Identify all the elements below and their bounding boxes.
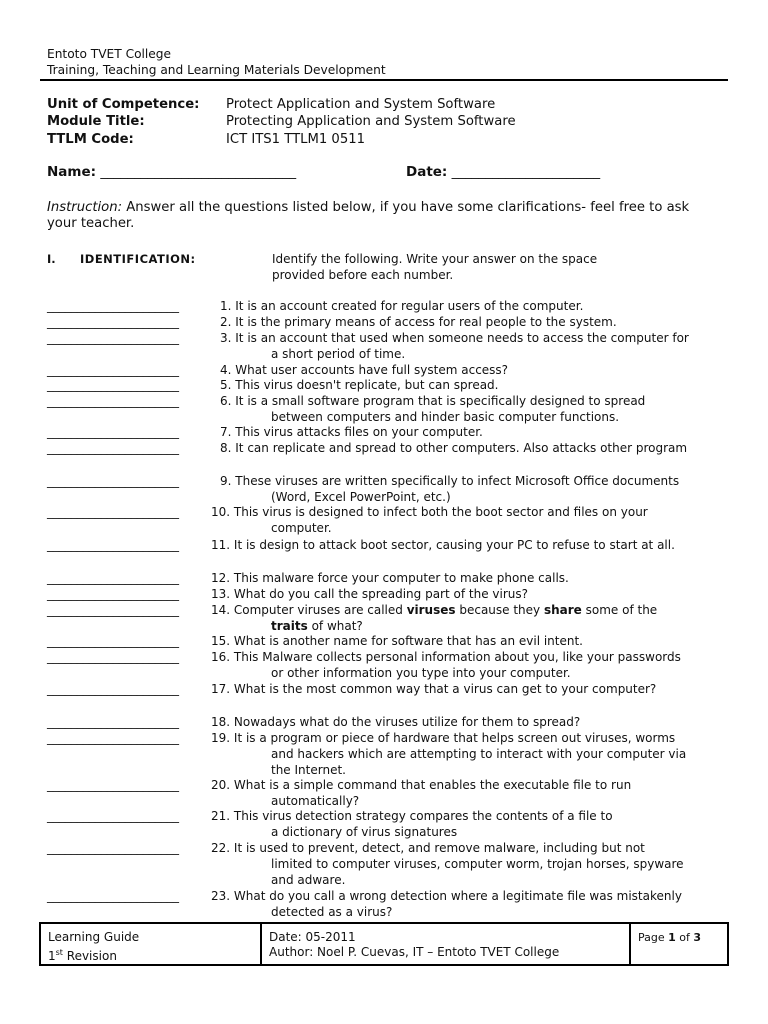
footer-info-cell [262,924,631,964]
department-name: Training, Teaching and Learning Materials Development [47,63,386,77]
question-continuation: and adware. [271,873,346,887]
meta-value: Protect Application and System Software [226,97,496,112]
footer-date: Date: 05-2011 [269,930,356,944]
question-continuation: the Internet. [271,763,346,777]
meta-key: Module Title: [47,114,145,129]
name-label: Name: [47,164,97,180]
date-label: Date: [406,164,448,180]
question-text: 11. It is design to attack boot sector, causing your PC to refuse to start at all. [211,538,675,552]
footer-guide-cell [41,924,262,964]
answer-blank[interactable]: ______________________ [47,682,179,696]
answer-blank[interactable]: ______________________ [47,315,179,329]
answer-blank[interactable]: ______________________ [47,378,179,392]
answer-blank[interactable]: ______________________ [47,889,179,903]
question-text: 23. What do you call a wrong detection where a legitimate file was mistakenly [211,889,682,903]
question-continuation: detected as a virus? [271,905,393,919]
question-text: 7. This virus attacks files on your computer. [220,425,483,439]
meta-value: ICT ITS1 TTLM1 0511 [226,132,365,147]
header-divider [40,79,728,81]
question-continuation: computer. [271,521,332,535]
question-text: 6. It is a small software program that is specifically designed to spread [220,394,646,408]
question-text: 14. Computer viruses are called viruses because they share some of the [211,603,658,617]
question-text: 17. What is the most common way that a virus can get to your computer? [211,682,657,696]
question-text: 16. This Malware collects personal information about you, like your passwords [211,650,681,664]
question-continuation: between computers and hinder basic computer functions. [271,410,620,424]
question-continuation: a short period of time. [271,347,406,361]
section-title: IDENTIFICATION: [80,252,196,266]
meta-value: Protecting Application and System Software [226,114,516,129]
answer-blank[interactable]: ______________________ [47,425,179,439]
answer-blank[interactable]: ______________________ [47,299,179,313]
instruction-text: Answer all the questions listed below, if you have some clarifications- feel free to ask your teacher. [47,200,690,231]
section-desc-line: Identify the following. Write your answer on the space [272,252,598,266]
question-continuation: and hackers which are attempting to interact with your computer via [271,747,687,761]
footer-guide: Learning Guide [48,930,140,944]
question-text: 2. It is the primary means of access for real people to the system. [220,315,617,329]
question-continuation: limited to computer viruses, computer worm, trojan horses, spyware [271,857,684,871]
answer-blank[interactable]: ______________________ [47,441,179,455]
meta-key: Unit of Competence: [47,97,200,112]
answer-blank[interactable]: ______________________ [47,634,179,648]
answer-blank[interactable]: ______________________ [47,715,179,729]
answer-blank[interactable]: ______________________ [47,778,179,792]
answer-blank[interactable]: ______________________ [47,809,179,823]
question-text: 3. It is an account that used when someone needs to access the computer for [220,331,689,345]
meta-key: TTLM Code: [47,132,134,147]
question-text: 18. Nowadays what do the viruses utilize for them to spread? [211,715,581,729]
section-number: I. [47,252,56,266]
answer-blank[interactable]: ______________________ [47,587,179,601]
footer-author: Author: Noel P. Cuevas, IT – Entoto TVET College [269,945,560,959]
question-text: 10. This virus is designed to infect both the boot sector and files on your [211,505,648,519]
answer-blank[interactable]: ______________________ [47,394,179,408]
name-blank[interactable]: _____________________________ [100,164,297,180]
question-text: 20. What is a simple command that enables the executable file to run [211,778,632,792]
name-field[interactable] [47,164,296,181]
section-desc-line: provided before each number. [272,268,454,282]
answer-blank[interactable]: ______________________ [47,571,179,585]
question-continuation: automatically? [271,794,360,808]
answer-blank[interactable]: ______________________ [47,603,179,617]
instruction-label: Instruction: [47,200,123,215]
instruction [47,200,707,232]
question-text: 13. What do you call the spreading part of the virus? [211,587,528,601]
answer-blank[interactable]: ______________________ [47,650,179,664]
answer-blank[interactable]: ______________________ [47,363,179,377]
question-text: 4. What user accounts have full system access? [220,363,509,377]
answer-blank[interactable]: ______________________ [47,538,179,552]
question-text: 5. This virus doesn't replicate, but can spread. [220,378,499,392]
question-text: 9. These viruses are written specifically to infect Microsoft Office documents [220,474,680,488]
question-text: 19. It is a program or piece of hardware that helps screen out viruses, worms [211,731,676,745]
question-continuation: traits of what? [271,619,363,633]
section-description [272,251,652,283]
footer-revision: 1st Revision [48,948,117,963]
answer-blank[interactable]: ______________________ [47,474,179,488]
question-text: 8. It can replicate and spread to other computers. Also attacks other program [220,441,688,455]
answer-blank[interactable]: ______________________ [47,841,179,855]
question-continuation: a dictionary of virus signatures [271,825,458,839]
answer-blank[interactable]: ______________________ [47,505,179,519]
answer-blank[interactable]: ______________________ [47,331,179,345]
answer-blank[interactable]: ______________________ [47,731,179,745]
footer-table [39,922,729,966]
footer-page-cell [631,924,727,964]
institution-name: Entoto TVET College [47,47,172,61]
question-text: 21. This virus detection strategy compares the contents of a file to [211,809,613,823]
page-number: Page 1 of 3 [638,931,702,944]
question-text: 12. This malware force your computer to make phone calls. [211,571,569,585]
date-field[interactable] [406,164,600,181]
question-continuation: or other information you type into your computer. [271,666,571,680]
question-text: 1. It is an account created for regular users of the computer. [220,299,584,313]
question-continuation: (Word, Excel PowerPoint, etc.) [271,490,451,504]
question-text: 15. What is another name for software that has an evil intent. [211,634,583,648]
date-blank[interactable]: ______________________ [451,164,601,180]
question-text: 22. It is used to prevent, detect, and remove malware, including but not [211,841,645,855]
